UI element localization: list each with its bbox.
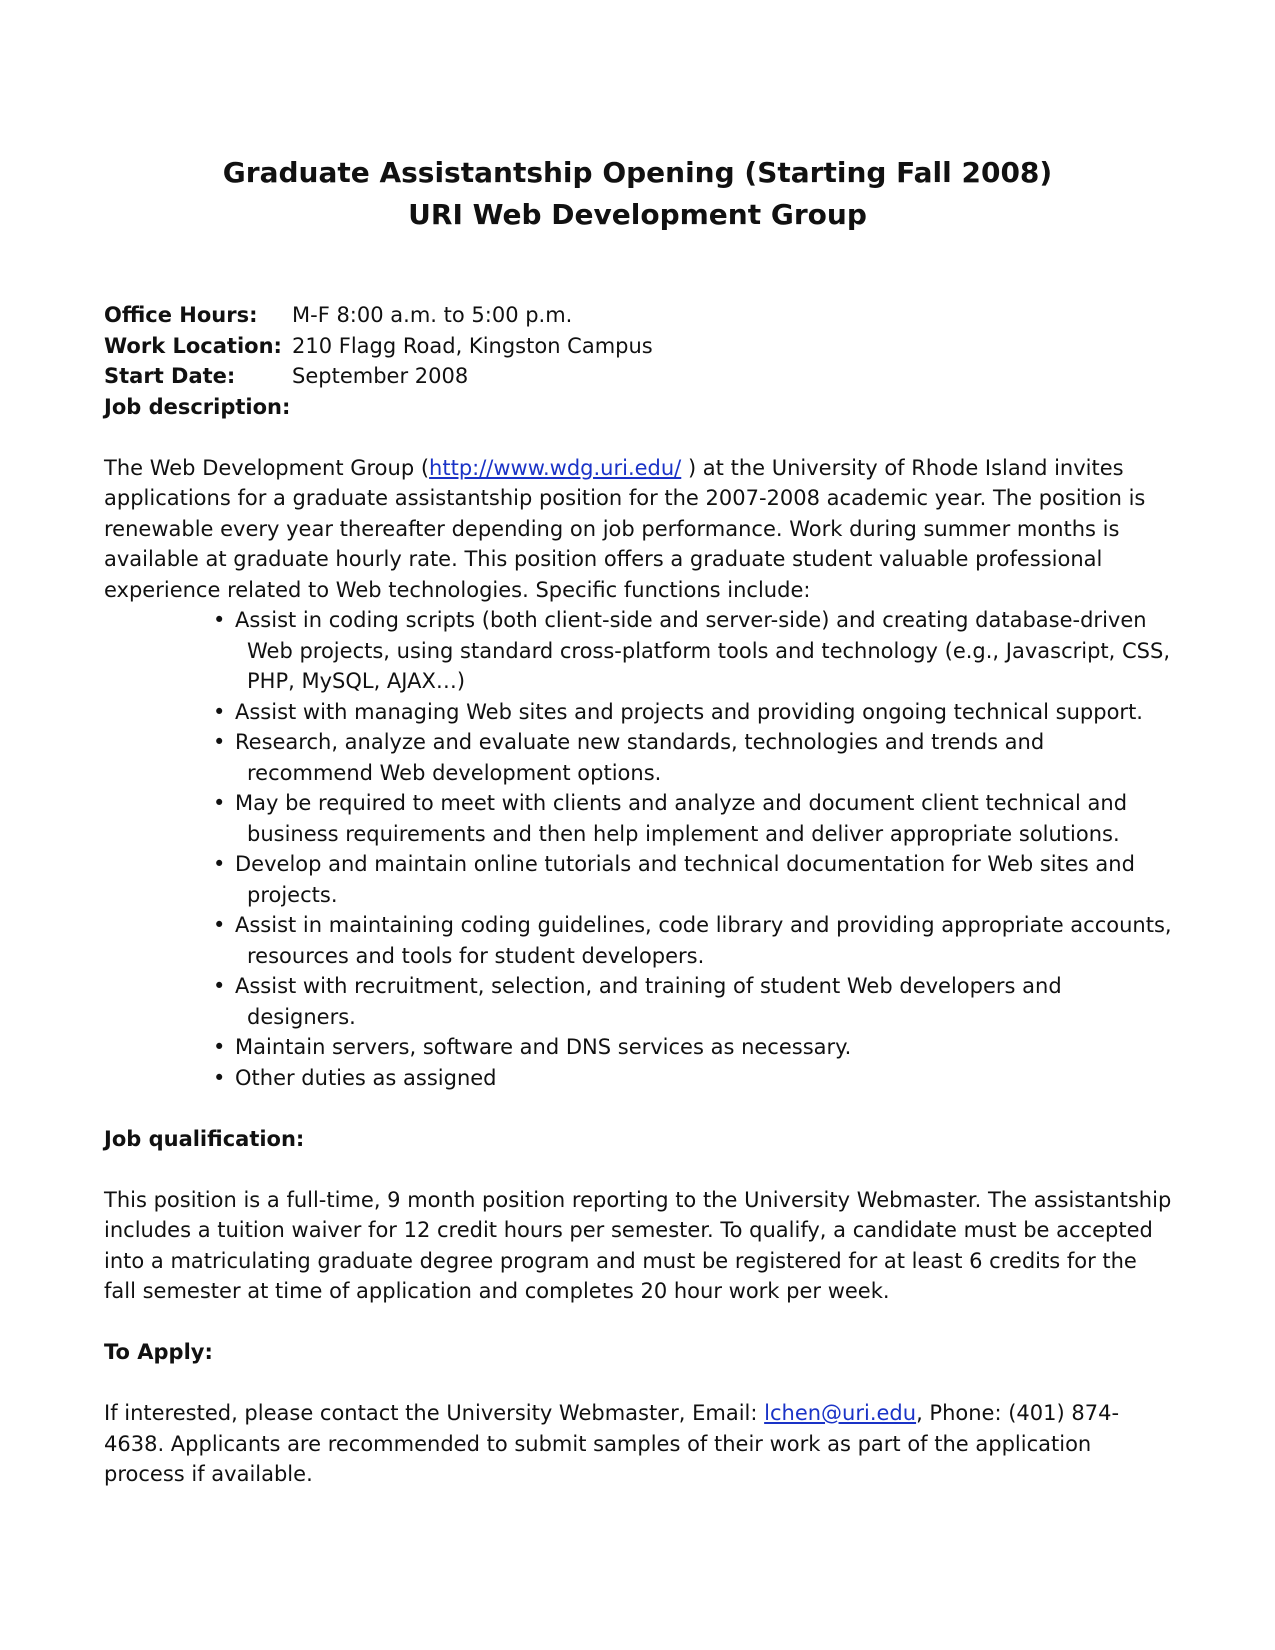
meta-value: September 2008 — [292, 364, 469, 388]
functions-list — [104, 605, 1174, 1093]
to-apply-paragraph — [104, 1398, 1174, 1490]
meta-label: Start Date: — [104, 364, 236, 388]
list-item-text: Assist with recruitment, selection, and training of student Web developers and designers. — [235, 974, 1062, 1029]
job-description-paragraph — [104, 453, 1174, 606]
meta-label: Office Hours: — [104, 303, 258, 327]
bullet-icon: • — [213, 852, 226, 876]
job-qualification-heading: Job qualification: — [104, 1126, 305, 1151]
intro-text-continued: ) at the University of Rhode Island invites applications for a graduate assistantship position for the 2007-2008 academic year. The position is renewable every year thereafter depending on job performance. Work during summer months is available at graduate hourly rate. This position offers a graduate student valuable professional experience related to Web technologies. Specific functions include: — [104, 455, 1146, 602]
bullet-icon: • — [213, 1065, 226, 1090]
title-line-2: URI Web Development Group — [408, 198, 867, 231]
webmaster-email-link[interactable]: lchen@uri.edu — [764, 1401, 917, 1425]
title-line-1: Graduate Assistantship Opening (Starting Fall 2008) — [222, 156, 1053, 189]
list-item-text: Maintain servers, software and DNS services as necessary. — [235, 1035, 852, 1059]
meta-office-hours — [104, 300, 1174, 331]
list-item-text: Assist in maintaining coding guidelines, code library and providing appropriate accounts, resources and tools for student developers. — [235, 913, 1172, 968]
job-description-heading: Job description: — [104, 394, 291, 419]
list-item — [192, 849, 1174, 910]
document-body — [104, 300, 1174, 1490]
bullet-icon: • — [213, 913, 226, 937]
list-item-text: Other duties as assigned — [235, 1065, 497, 1090]
intro-text: The Web Development Group ( — [104, 455, 430, 480]
list-item — [192, 1032, 1174, 1063]
bullet-icon: • — [213, 730, 226, 754]
bullet-icon: • — [213, 791, 226, 815]
meta-work-location — [104, 331, 1174, 362]
bullet-icon: • — [213, 974, 226, 998]
list-item — [192, 971, 1174, 1032]
meta-value: 210 Flagg Road, Kingston Campus — [292, 333, 653, 358]
job-qualification-paragraph: This position is a full-time, 9 month position reporting to the University Webmaster. The assistantship includes a tuition waiver for 12 credit hours per semester. To qualify, a candidate must be accepted into a matriculating graduate degree program and must be registered for at least 6 credits for the fall semester at time of application and completes 20 hour work per week. — [104, 1187, 1172, 1303]
to-apply-heading: To Apply: — [104, 1340, 213, 1364]
list-item-text: May be required to meet with clients and analyze and document client technical and business requirements and then help implement and deliver appropriate solutions. — [235, 791, 1128, 846]
list-item-text: Develop and maintain online tutorials and technical documentation for Web sites and projects. — [235, 852, 1135, 907]
list-item-text: Assist in coding scripts (both client-side and server-side) and creating database-driven Web projects, using standard cross-platform tools and technology (e.g., Javascript, CSS, PHP, MySQL, AJAX…) — [235, 608, 1171, 693]
list-item-text: Research, analyze and evaluate new standards, technologies and trends and recommend Web development options. — [235, 730, 1045, 785]
list-item — [192, 727, 1174, 788]
wdg-website-link[interactable]: http://www.wdg.uri.edu/ — [429, 455, 682, 480]
meta-value: M-F 8:00 a.m. to 5:00 p.m. — [292, 303, 573, 327]
apply-text: If interested, please contact the University Webmaster, Email: — [104, 1401, 765, 1425]
list-item — [192, 910, 1174, 971]
document-title — [0, 152, 1275, 236]
meta-label: Work Location: — [104, 333, 282, 358]
list-item — [192, 605, 1174, 697]
list-item — [192, 697, 1174, 728]
bullet-icon: • — [213, 608, 226, 632]
list-item — [192, 1063, 1174, 1094]
list-item — [192, 788, 1174, 849]
bullet-icon: • — [213, 1035, 226, 1059]
bullet-icon: • — [213, 699, 226, 724]
list-item-text: Assist with managing Web sites and projects and providing ongoing technical support. — [235, 699, 1143, 724]
apply-text-continued: , Phone: (401) 874-4638. Applicants are recommended to submit samples of their work as part of the application process if available. — [104, 1401, 1120, 1486]
meta-start-date — [104, 361, 1174, 392]
